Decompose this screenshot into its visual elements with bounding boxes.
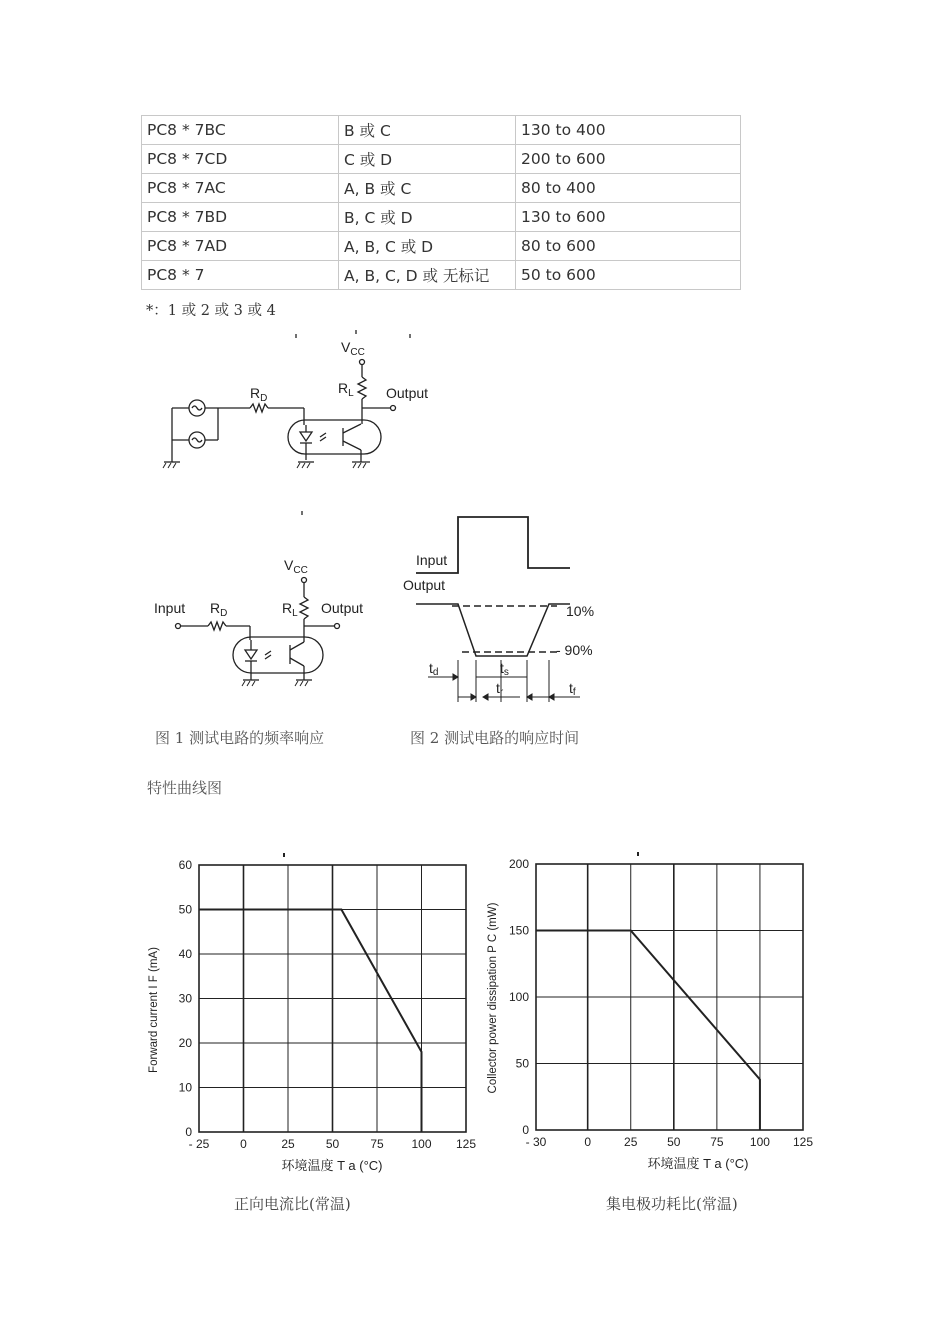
- svg-text:VCC: $V_{CC}$: [341, 339, 365, 358]
- x-tick-label: - 25: [188, 1137, 210, 1151]
- tick-mark: [283, 853, 285, 857]
- table-cell: 130 to 400: [516, 116, 741, 145]
- y-tick-label: 20: [178, 1036, 192, 1050]
- svg-text:td: td: [429, 660, 439, 678]
- svg-text:RL: $R_L$: [338, 380, 354, 399]
- svg-text:RL: $R_L$: [282, 600, 298, 619]
- table-row: [142, 232, 741, 261]
- svg-text:Output: Output: [386, 385, 429, 401]
- table-row: [142, 203, 741, 232]
- table-cell: PC8 * 7AC: [142, 174, 339, 203]
- svg-text:tf: tf: [569, 680, 576, 698]
- table-cell: B 或 C: [339, 116, 516, 145]
- series-line: [199, 910, 422, 1133]
- optocoupler-icon: [233, 637, 323, 673]
- tick-mark: [637, 852, 639, 856]
- y-tick-label: 100: [508, 990, 529, 1004]
- svg-text:tr: tr: [496, 680, 504, 698]
- table-cell: A, B, C, D 或 无标记: [339, 261, 516, 290]
- x-tick-label: 25: [624, 1135, 638, 1149]
- y-tick-label: 30: [178, 991, 192, 1006]
- y-tick-label: 60: [178, 858, 192, 872]
- timing-diagram: [398, 505, 608, 705]
- y-tick-label: 40: [178, 947, 192, 961]
- y-tick-label: 0: [185, 1125, 192, 1139]
- y-tick-label: 10: [178, 1080, 192, 1095]
- y-axis-label: Collector power dissipation P C (mW): [487, 902, 499, 1094]
- x-tick-label: - 30: [525, 1135, 547, 1149]
- footnote: *：1 或 2 或 3 或 4: [146, 303, 276, 319]
- svg-text:ts: ts: [500, 660, 509, 678]
- table-cell: A, B 或 C: [339, 174, 516, 203]
- x-tick-label: 50: [667, 1135, 681, 1149]
- table-cell: 130 to 600: [516, 203, 741, 232]
- resistor-rd-icon: [250, 404, 268, 412]
- figure1-caption: 图 1 测试电路的频率响应: [155, 729, 325, 747]
- table-cell: PC8 * 7AD: [142, 232, 339, 261]
- y-tick-label: 50: [515, 1056, 529, 1071]
- chart2-caption: 集电极功耗比(常温): [606, 1195, 738, 1213]
- x-axis-label: 环境温度 T a (°C): [647, 1156, 749, 1171]
- x-tick-label: 75: [370, 1137, 384, 1151]
- svg-text:VCC: $V_{CC}$: [284, 557, 308, 576]
- svg-text:10%: 10%: [566, 603, 595, 619]
- chart1-caption: 正向电流比(常温): [234, 1195, 351, 1213]
- optocoupler-icon: [288, 420, 381, 454]
- table-row: [142, 116, 741, 145]
- collector-power-chart: [478, 845, 818, 1185]
- table-cell: PC8 * 7CD: [142, 145, 339, 174]
- table-cell: 80 to 400: [516, 174, 741, 203]
- table-cell: C 或 D: [339, 145, 516, 174]
- svg-text:RD: $R_D$: [210, 600, 228, 619]
- output-waveform: [416, 604, 570, 656]
- y-tick-label: 50: [178, 902, 192, 917]
- table-cell: 80 to 600: [516, 232, 741, 261]
- table-cell: B, C 或 D: [339, 203, 516, 232]
- table-row: [142, 174, 741, 203]
- resistor-rd-icon: [208, 622, 226, 630]
- x-tick-label: 0: [240, 1137, 247, 1151]
- resistor-rl-icon: [358, 377, 366, 399]
- figure2-caption: 图 2 测试电路的响应时间: [410, 729, 580, 747]
- x-tick-label: 125: [455, 1137, 477, 1151]
- svg-text:Input: Input: [154, 600, 186, 616]
- y-tick-label: 150: [508, 923, 529, 938]
- x-tick-label: 75: [710, 1135, 724, 1149]
- grade-table: [141, 115, 741, 290]
- svg-text:RD: $R_D$: [250, 385, 268, 404]
- table-cell: PC8 * 7BC: [142, 116, 339, 145]
- section-heading: 特性曲线图: [147, 779, 223, 797]
- x-tick-label: 100: [749, 1135, 770, 1149]
- x-tick-label: 0: [584, 1135, 592, 1149]
- table-cell: 200 to 600: [516, 145, 741, 174]
- table-row: [142, 261, 741, 290]
- forward-current-chart: [140, 845, 490, 1185]
- x-tick-label: 125: [792, 1135, 814, 1149]
- svg-text:Input: Input: [416, 552, 448, 568]
- x-axis-label: 环境温度 T a (°C): [281, 1158, 383, 1173]
- series-line: [536, 931, 760, 1131]
- y-tick-label: 0: [522, 1123, 529, 1137]
- circuit-diagram-top: [150, 330, 450, 480]
- x-tick-label: 50: [325, 1137, 340, 1151]
- table-row: [142, 145, 741, 174]
- x-tick-label: 100: [411, 1137, 432, 1151]
- svg-text:- 90%: - 90%: [556, 642, 593, 658]
- y-axis-label: Forward current I F (mA): [148, 947, 160, 1073]
- y-tick-label: 200: [508, 857, 529, 871]
- x-tick-label: 25: [281, 1137, 295, 1151]
- circuit-diagram-bottom: [150, 505, 390, 695]
- resistor-rl-icon: [300, 597, 308, 619]
- svg-text:Output: Output: [403, 577, 446, 593]
- table-cell: A, B, C 或 D: [339, 232, 516, 261]
- table-cell: PC8 * 7BD: [142, 203, 339, 232]
- svg-text:Output: Output: [321, 600, 364, 616]
- table-cell: 50 to 600: [516, 261, 741, 290]
- table-cell: PC8 * 7: [142, 261, 339, 290]
